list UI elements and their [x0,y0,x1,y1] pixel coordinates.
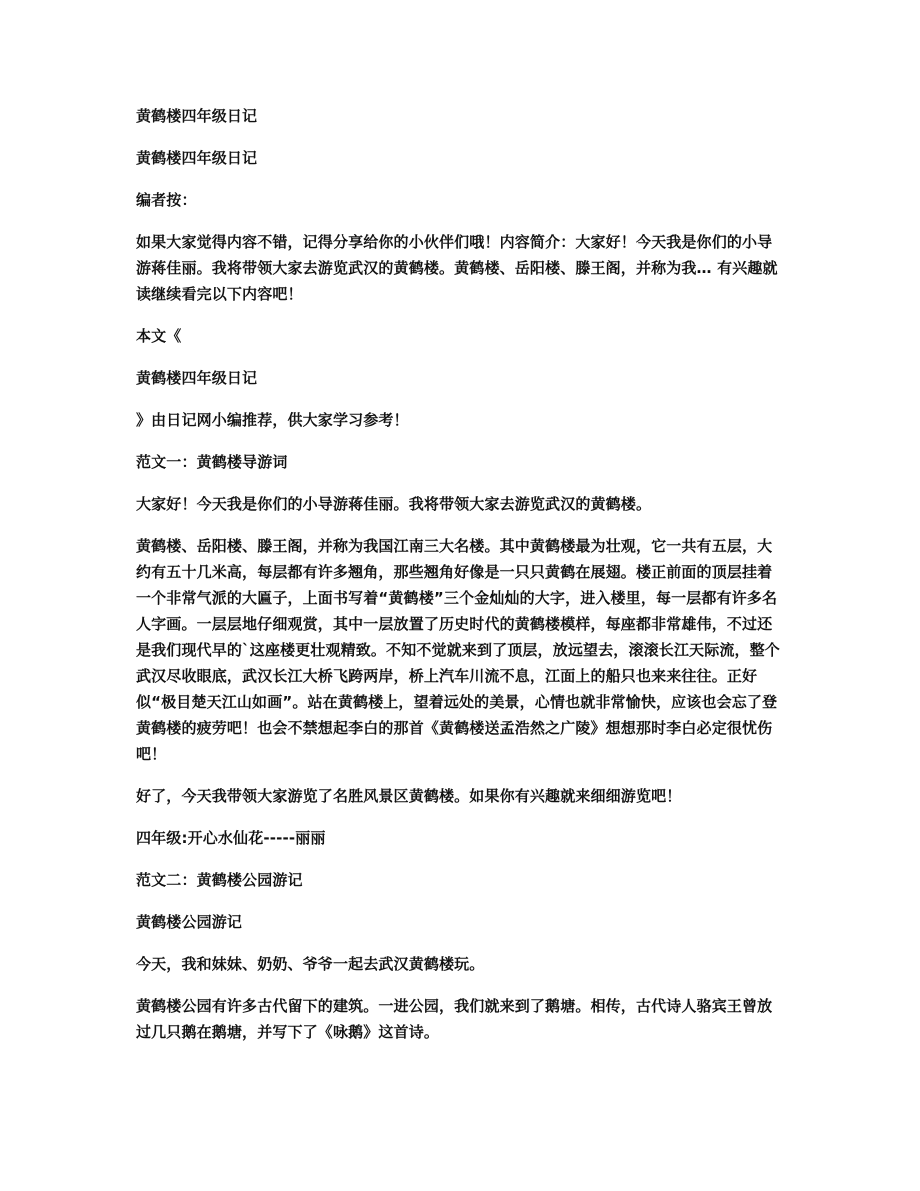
source-suffix: 》由日记网小编推荐，供大家学习参考！ [136,411,409,429]
sample-one-intro: 大家好！今天我是你们的小导游蒋佳丽。我将带领大家去游览武汉的黄鹤楼。 [136,495,652,513]
sample-one-heading: 范文一：黄鹤楼导游词 [136,453,288,471]
doc-title: 黄鹤楼四年级日记 [136,107,258,125]
sample-one-author: 四年级:开心水仙花-----丽丽 [136,829,326,847]
sample-two-intro: 今天，我和妹妹、奶奶、爷爷一起去武汉黄鹤楼玩。 [136,955,485,973]
sample-two-body: 黄鹤楼公园有许多古代留下的建筑。一进公园，我们就来到了鹅塘。相传，古代诗人骆宾王曾放过几只鹅在鹅塘，并写下了《咏鹅》这首诗。 [136,997,773,1041]
sample-one-closing: 好了，今天我带领大家游览了名胜风景区黄鹤楼。如果你有兴趣就来细细游览吧！ [136,787,682,805]
source-title: 黄鹤楼四年级日记 [136,369,258,387]
editor-note-text: 如果大家觉得内容不错，记得分享给你的小伙伴们哦！内容简介：大家好！今天我是你们的小导游蒋佳丽。我将带领大家去游览武汉的黄鹤楼。黄鹤楼、岳阳楼、滕王阁，并称为我… 有兴趣就读继续看完以下内容吧！ [136,233,778,303]
sample-two-title: 黄鹤楼公园游记 [136,913,243,931]
editor-note-label: 编者按： [136,191,197,209]
source-prefix: 本文《 [136,327,182,345]
document-body [136,103,786,1061]
sample-one-body: 黄鹤楼、岳阳楼、滕王阁，并称为我国江南三大名楼。其中黄鹤楼最为壮观，它一共有五层，大约有五十几米高，每层都有许多翘角，那些翘角好像是一只只黄鹤在展翅。楼正前面的顶层挂着一个非常气派的大匾子，上面书写着“黄鹤楼”三个金灿灿的大字，进入楼里，每一层都有许多名人字画。一层层地仔细观赏，其中一层放置了历史时代的黄鹤楼模样，每座都非常雄伟，不过还是我们现代早的`这座楼更壮观精致。不知不觉就来到了顶层，放远望去，滚滚长江天际流，整个武汉尽收眼底，武汉长江大桥飞跨两岸，桥上汽车川流不息，江面上的船只也来来往往。正好似“极目楚天江山如画”。站在黄鹤楼上，望着远处的美景，心情也就非常愉快，应该也会忘了登黄鹤楼的疲劳吧！也会不禁想起李白的那首《黄鹤楼送孟浩然之广陵》想想那时李白必定很忧伤吧！ [136,537,780,763]
sample-two-heading: 范文二：黄鹤楼公园游记 [136,871,303,889]
doc-subtitle: 黄鹤楼四年级日记 [136,149,258,167]
